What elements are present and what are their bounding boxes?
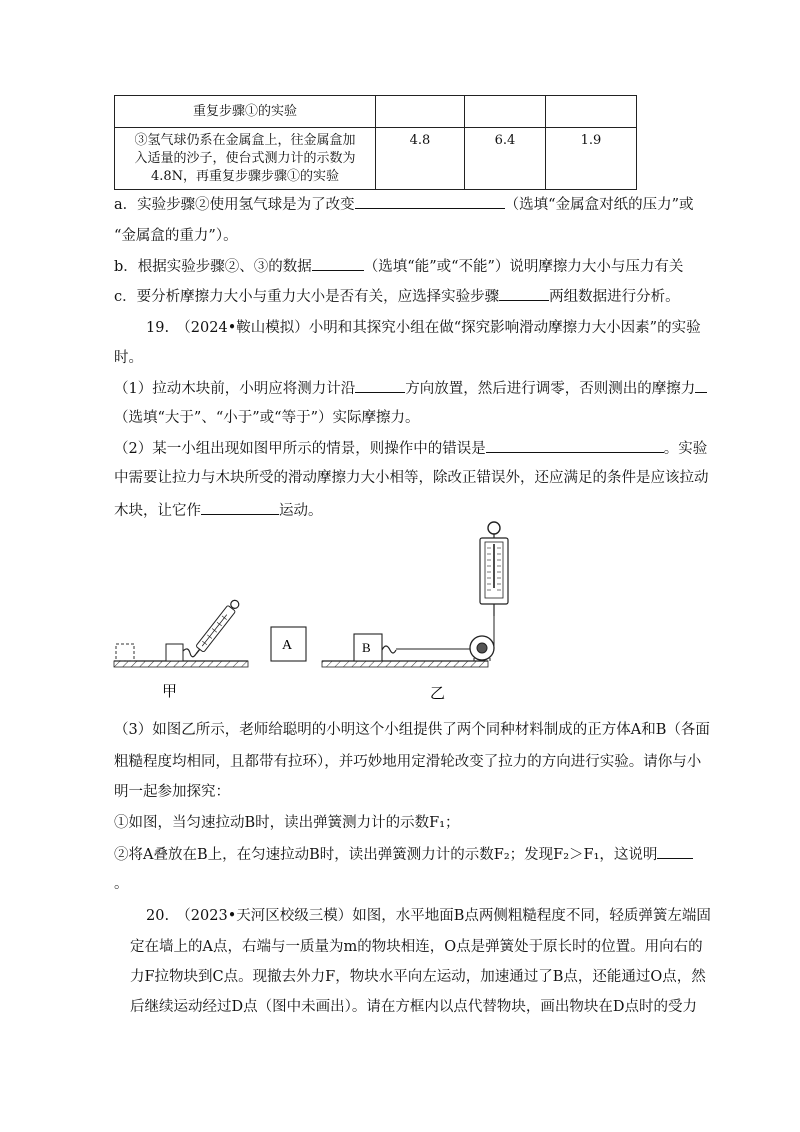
q19-p2 [114, 438, 707, 459]
friction-figure [110, 518, 500, 708]
q19-p1-pre: （1）拉动木块前，小明应将测力计沿 [114, 381, 356, 397]
experiment-table [114, 95, 637, 190]
q19-p1-line2: （选填“大于”、“小于”或“等于”）实际摩擦力。 [114, 410, 420, 426]
ground-hatch [322, 661, 488, 667]
q19-p3-line2: 粗糙程度均相同，且都带有拉环），并巧妙地用定滑轮改变了拉力的方向进行实验。请你与小 [114, 754, 702, 770]
q18-c-line [114, 286, 680, 307]
q20-line4: 后继续运动经过D点（图中未画出）。请在方框内以点代替物块，画出物块在D点时的受力 [130, 999, 697, 1015]
table-cell [546, 96, 637, 128]
spring-scale-tilted [192, 598, 241, 657]
q20-line3: 力F拉物块到C点。现撤去外力F，物块水平向左运动，加速通过了B点，还能通过O点，然 [130, 969, 706, 985]
q19-p3-step2 [114, 844, 693, 865]
q19-p2-line3-post: 运动。 [279, 503, 323, 519]
ground-hatch [114, 661, 248, 667]
q18-b-post: （选填“能”或“不能”）说明摩擦力大小与压力有关 [363, 259, 684, 275]
table-row [115, 128, 637, 190]
figure-label-yi: 乙 [430, 684, 446, 702]
wood-block [166, 644, 183, 661]
q18-a-line2: “金属盒的重力”）。 [114, 228, 238, 244]
table-cell: 4.8 [376, 128, 465, 190]
answer-blank[interactable] [499, 286, 549, 301]
q19-p3-step1: ①如图，当匀速拉动B时，读出弹簧测力计的示数F₁； [114, 815, 460, 831]
figure-yi [322, 614, 494, 667]
table-cell-step: 重复步骤①的实验 [115, 96, 376, 128]
q18-a-post: （选填“金属盒对纸的压力”或 [504, 197, 694, 213]
table-cell [376, 96, 465, 128]
q18-a-pre: a．实验步骤②使用氢气球是为了改变 [114, 197, 355, 213]
q19-p2-line2: 中需要让拉力与木块所受的滑动摩擦力大小相等，除改正错误外，还应满足的条件是应该拉动 [114, 470, 709, 486]
table-row [115, 96, 637, 128]
q19-p1-post: 方向放置，然后进行调零，否则测出的摩擦力 [405, 381, 696, 397]
q20-line2: 定在墙上的A点，右端与一质量为m的物块相连，O点是弹簧处于原长时的位置。用向右的 [130, 939, 703, 955]
q18-b-line [114, 256, 683, 277]
table-cell-step [115, 128, 376, 190]
spring-scale-vertical [474, 518, 514, 618]
answer-blank[interactable] [486, 438, 664, 453]
q19-heading: 19. （2024•鞍山模拟）小明和其探究小组在做“探究影响滑动摩擦力大小因素”的实验 [146, 320, 701, 336]
step-line: 入适量的沙子，使台式测力计的示数为 [134, 150, 356, 166]
answer-blank[interactable] [355, 378, 405, 393]
q18-a-line [114, 194, 693, 215]
q19-p3-line1: （3）如图乙所示，老师给聪明的小明这个小组提供了两个同种材料制成的正方体A和B（各面 [114, 722, 710, 738]
step-line: 4.8N，再重复步骤步骤①的实验 [150, 168, 340, 184]
figure-jia [114, 598, 248, 667]
answer-blank[interactable] [355, 194, 505, 209]
q20-line1: 20. （2023•天河区校级三模）如图，水平地面B点两侧粗糙程度不同，轻质弹簧左端固 [146, 908, 711, 924]
answer-blank[interactable] [312, 256, 364, 271]
ring-icon [488, 522, 500, 534]
table-cell: 6.4 [465, 128, 546, 190]
q18-c-post: 两组数据进行分析。 [549, 289, 680, 305]
table-cell [465, 96, 546, 128]
block-a-label: A [282, 638, 293, 653]
q19-p3-end: 。 [114, 876, 129, 892]
block-b-label: B [362, 640, 371, 655]
table-cell: 1.9 [546, 128, 637, 190]
figure-label-jia: 甲 [162, 682, 178, 700]
q19-p2-line3-pre: 木块，让它作 [114, 503, 201, 519]
step-line: ③氢气球仍系在金属盒上，往金属盒加 [134, 132, 356, 148]
q18-c-pre: c．要分析摩擦力大小与重力大小是否有关，应选择实验步骤 [114, 289, 500, 305]
block-a [271, 627, 306, 661]
pulley-axle [477, 643, 487, 653]
q18-b-pre: b．根据实验步骤②、③的数据 [114, 259, 312, 275]
answer-blank[interactable] [657, 844, 693, 859]
q19-p2-pre: （2）某一小组出现如图甲所示的情景，则操作中的错误是 [114, 441, 486, 457]
answer-blank[interactable] [201, 500, 279, 515]
q19-heading-cont: 时。 [114, 350, 143, 366]
q19-p3-line3: 明一起参加探究： [114, 784, 230, 800]
dashed-block [116, 644, 134, 661]
q19-p3-step2-pre: ②将A叠放在B上，在匀速拉动B时，读出弹簧测力计的示数F₂；发现F₂＞F₁，这说明 [114, 847, 658, 863]
q19-p2-post: 。实验 [663, 441, 708, 457]
q19-p1 [114, 378, 707, 399]
answer-blank[interactable] [695, 378, 707, 393]
